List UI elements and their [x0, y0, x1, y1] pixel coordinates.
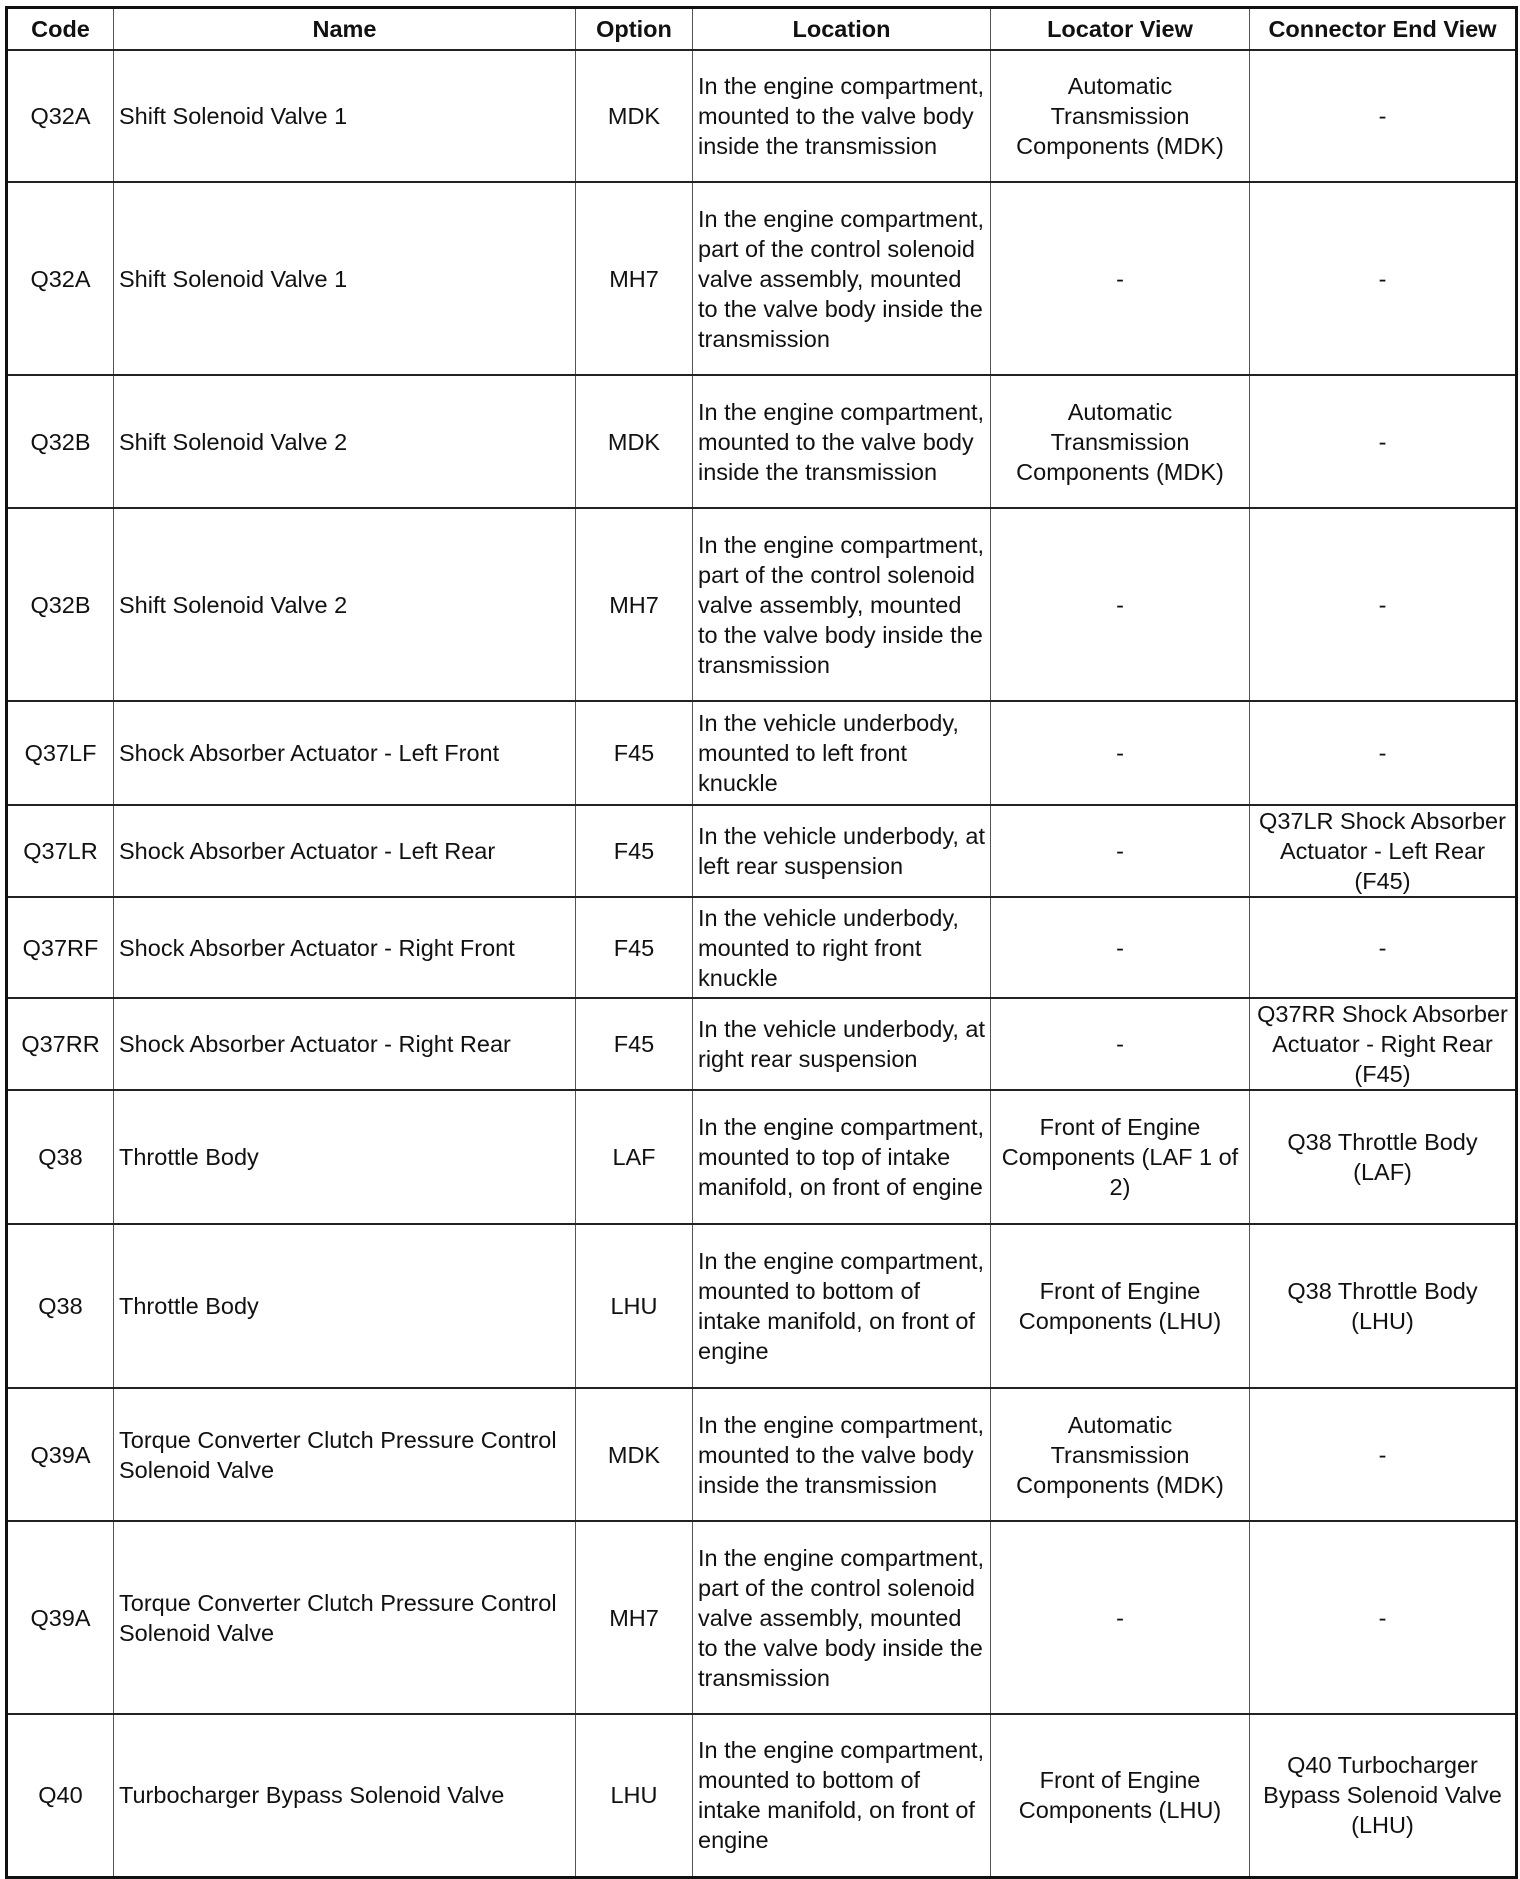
code-cell: Q39A	[7, 1521, 114, 1714]
connector-end-view-cell: Q38 Throttle Body (LHU)	[1250, 1224, 1517, 1388]
option-cell: F45	[576, 998, 693, 1090]
location-cell: In the engine compartment, mounted to bottom of intake manifold, on front of engine	[693, 1714, 991, 1877]
table-row	[7, 1224, 1517, 1388]
locator-view-cell: -	[991, 897, 1250, 998]
code-cell: Q32A	[7, 182, 114, 375]
code-cell: Q40	[7, 1714, 114, 1877]
name-cell: Throttle Body	[114, 1090, 576, 1224]
locator-view-cell: Front of Engine Components (LHU)	[991, 1224, 1250, 1388]
locator-view-cell: Front of Engine Components (LAF 1 of 2)	[991, 1090, 1250, 1224]
locator-view-cell: -	[991, 508, 1250, 701]
locator-view-cell: Front of Engine Components (LHU)	[991, 1714, 1250, 1877]
locator-view-cell: Automatic Transmission Components (MDK)	[991, 375, 1250, 508]
table-row	[7, 701, 1517, 805]
option-cell: MDK	[576, 1388, 693, 1521]
name-cell: Shift Solenoid Valve 1	[114, 182, 576, 375]
connector-end-view-cell: Q37RR Shock Absorber Actuator - Right Rear (F45)	[1250, 998, 1517, 1090]
table-row	[7, 897, 1517, 998]
option-cell: MDK	[576, 50, 693, 182]
table-row	[7, 375, 1517, 508]
option-cell: F45	[576, 805, 693, 897]
option-cell: MH7	[576, 1521, 693, 1714]
table-row	[7, 1521, 1517, 1714]
table-row	[7, 1090, 1517, 1224]
name-cell: Shock Absorber Actuator - Left Front	[114, 701, 576, 805]
location-cell: In the vehicle underbody, mounted to left front knuckle	[693, 701, 991, 805]
table-row	[7, 50, 1517, 182]
name-cell: Torque Converter Clutch Pressure Control Solenoid Valve	[114, 1388, 576, 1521]
name-cell: Throttle Body	[114, 1224, 576, 1388]
locator-view-cell: Automatic Transmission Components (MDK)	[991, 1388, 1250, 1521]
table-row	[7, 805, 1517, 897]
code-cell: Q32A	[7, 50, 114, 182]
name-cell: Shock Absorber Actuator - Right Rear	[114, 998, 576, 1090]
connector-end-view-cell: -	[1250, 182, 1517, 375]
location-cell: In the vehicle underbody, mounted to right front knuckle	[693, 897, 991, 998]
name-cell: Shift Solenoid Valve 2	[114, 375, 576, 508]
connector-end-view-cell: -	[1250, 701, 1517, 805]
location-cell: In the engine compartment, mounted to top of intake manifold, on front of engine	[693, 1090, 991, 1224]
header-connector-end-view: Connector End View	[1250, 8, 1517, 51]
option-cell: F45	[576, 701, 693, 805]
table-row	[7, 1714, 1517, 1877]
code-cell: Q38	[7, 1090, 114, 1224]
locator-view-cell: -	[991, 1521, 1250, 1714]
option-cell: F45	[576, 897, 693, 998]
location-cell: In the engine compartment, mounted to the valve body inside the transmission	[693, 1388, 991, 1521]
option-cell: MH7	[576, 182, 693, 375]
table-row	[7, 998, 1517, 1090]
connector-end-view-cell: -	[1250, 375, 1517, 508]
location-cell: In the vehicle underbody, at left rear suspension	[693, 805, 991, 897]
header-option: Option	[576, 8, 693, 51]
connector-end-view-cell: Q38 Throttle Body (LAF)	[1250, 1090, 1517, 1224]
name-cell: Shift Solenoid Valve 1	[114, 50, 576, 182]
connector-end-view-cell: Q40 Turbocharger Bypass Solenoid Valve (LHU)	[1250, 1714, 1517, 1877]
code-cell: Q38	[7, 1224, 114, 1388]
connector-end-view-cell: -	[1250, 1521, 1517, 1714]
location-cell: In the engine compartment, mounted to the valve body inside the transmission	[693, 50, 991, 182]
locator-view-cell: -	[991, 998, 1250, 1090]
table-row	[7, 182, 1517, 375]
location-cell: In the engine compartment, part of the control solenoid valve assembly, mounted to the valve body inside the transmission	[693, 508, 991, 701]
connector-end-view-cell: -	[1250, 50, 1517, 182]
name-cell: Turbocharger Bypass Solenoid Valve	[114, 1714, 576, 1877]
code-cell: Q37LR	[7, 805, 114, 897]
header-locator-view: Locator View	[991, 8, 1250, 51]
locator-view-cell: -	[991, 701, 1250, 805]
table-row	[7, 1388, 1517, 1521]
name-cell: Shift Solenoid Valve 2	[114, 508, 576, 701]
option-cell: LHU	[576, 1224, 693, 1388]
header-name: Name	[114, 8, 576, 51]
name-cell: Torque Converter Clutch Pressure Control Solenoid Valve	[114, 1521, 576, 1714]
location-cell: In the engine compartment, part of the control solenoid valve assembly, mounted to the valve body inside the transmission	[693, 1521, 991, 1714]
option-cell: LHU	[576, 1714, 693, 1877]
header-code: Code	[7, 8, 114, 51]
option-cell: MDK	[576, 375, 693, 508]
code-cell: Q32B	[7, 508, 114, 701]
location-cell: In the vehicle underbody, at right rear suspension	[693, 998, 991, 1090]
location-cell: In the engine compartment, mounted to bottom of intake manifold, on front of engine	[693, 1224, 991, 1388]
locator-view-cell: -	[991, 182, 1250, 375]
name-cell: Shock Absorber Actuator - Right Front	[114, 897, 576, 998]
option-cell: LAF	[576, 1090, 693, 1224]
option-cell: MH7	[576, 508, 693, 701]
code-cell: Q37RR	[7, 998, 114, 1090]
name-cell: Shock Absorber Actuator - Left Rear	[114, 805, 576, 897]
header-location: Location	[693, 8, 991, 51]
table-row	[7, 508, 1517, 701]
code-cell: Q32B	[7, 375, 114, 508]
connector-end-view-cell: -	[1250, 1388, 1517, 1521]
code-cell: Q39A	[7, 1388, 114, 1521]
location-cell: In the engine compartment, mounted to the valve body inside the transmission	[693, 375, 991, 508]
connector-end-view-cell: -	[1250, 508, 1517, 701]
code-cell: Q37RF	[7, 897, 114, 998]
connector-end-view-cell: Q37LR Shock Absorber Actuator - Left Rear (F45)	[1250, 805, 1517, 897]
code-cell: Q37LF	[7, 701, 114, 805]
locator-view-cell: Automatic Transmission Components (MDK)	[991, 50, 1250, 182]
locator-view-cell: -	[991, 805, 1250, 897]
location-cell: In the engine compartment, part of the control solenoid valve assembly, mounted to the valve body inside the transmission	[693, 182, 991, 375]
header-row	[7, 8, 1517, 51]
connector-end-view-cell: -	[1250, 897, 1517, 998]
component-locator-table	[5, 6, 1518, 1879]
